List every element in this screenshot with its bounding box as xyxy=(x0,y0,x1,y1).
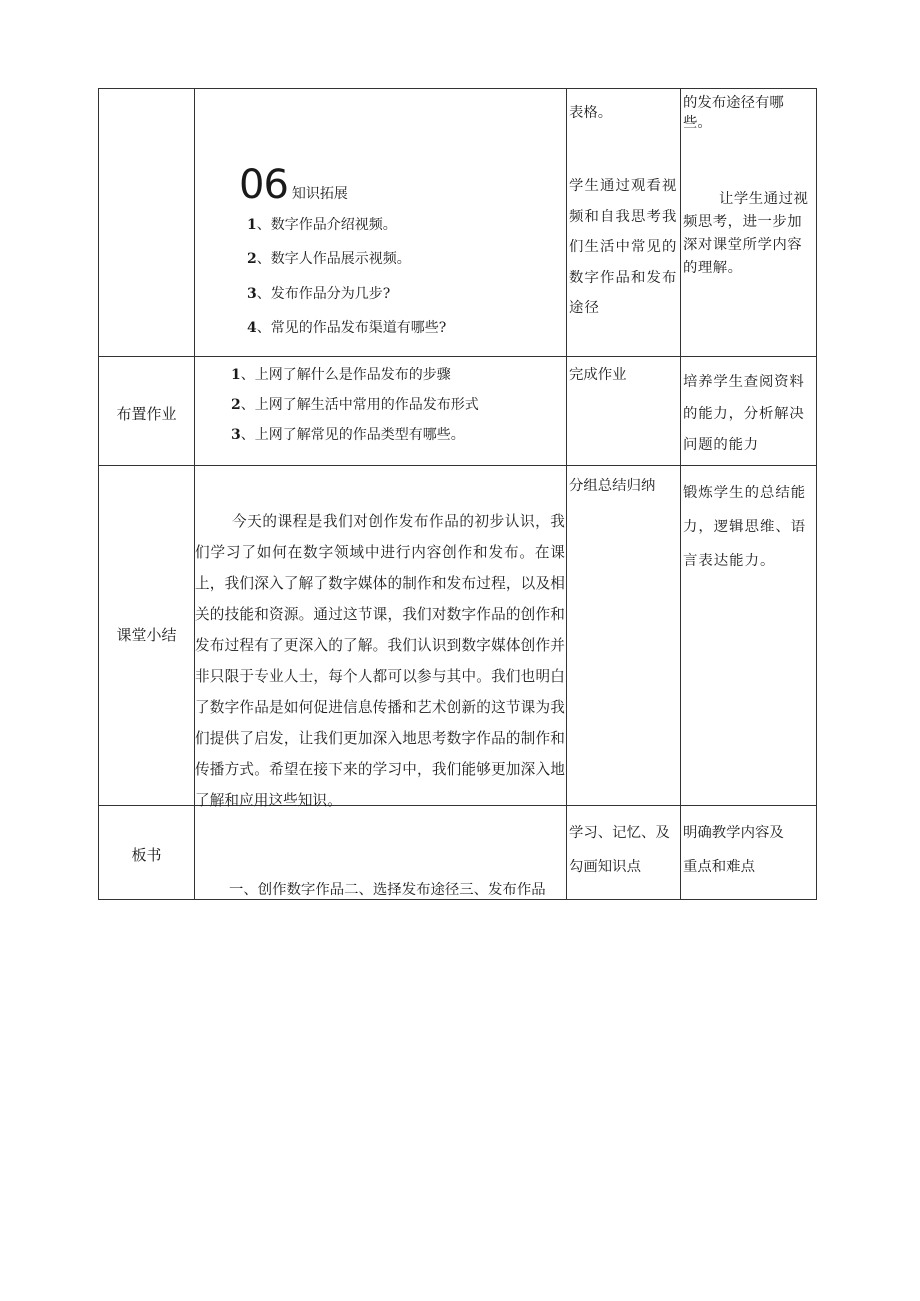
row-label-cell xyxy=(99,466,195,806)
student-activity-cell xyxy=(567,89,681,357)
purpose-cell xyxy=(681,466,817,806)
summary-paragraph: 今天的课程是我们对创作发布作品的初步认识，我们学习了如何在数字领域中进行内容创作和发布。在课上，我们深入了解了数字媒体的制作和发布过程，以及相关的技能和资源。通过这节课，我们对数字作品的创作和发布过程有了更深入的了解。我们认识到数字媒体创作并非只限于专业人士，每个人都可以参与其中。我们也明白了数字作品是如何促进信息传播和艺术创新的这节课为我们提供了启发，让我们更加深入地思考数字作品的制作和传播方式。希望在接下来的学习中，我们能够更加深入地了解和应用这些知识。 xyxy=(195,513,565,809)
row-label-cell xyxy=(99,89,195,357)
item-number: 2 xyxy=(231,397,241,413)
purpose-text: 让学生通过视频思考，进一步加深对课堂所学内容的理解。 xyxy=(683,191,809,276)
row-label: 课堂小结 xyxy=(116,626,177,644)
list-item xyxy=(231,427,465,444)
student-activity-cell xyxy=(567,806,681,900)
student-activity-text: 学生通过观看视频和自我思考我们生活中常见的数字作品和发布途径 xyxy=(569,178,678,316)
item-text: 、上网了解什么是作品发布的步骤 xyxy=(240,367,451,383)
purpose-text: 培养学生查阅资料的能力，分析解决问题的能力 xyxy=(683,374,805,453)
content-cell xyxy=(195,89,567,357)
student-top-text: 表格。 xyxy=(569,105,613,121)
student-activity-text: 学习、记忆、及勾画知识点 xyxy=(569,825,670,875)
content-cell xyxy=(195,466,567,809)
list-item xyxy=(231,397,479,414)
purpose-text: 锻炼学生的总结能力，逻辑思维、语言表达能力。 xyxy=(683,485,807,569)
item-text: 、数字人作品展示视频。 xyxy=(256,251,411,267)
section-heading xyxy=(239,162,348,208)
board-content: 一、创作数字作品二、选择发布途径三、发布作品 xyxy=(229,882,546,898)
item-number: 1 xyxy=(247,217,257,233)
table-row-expansion xyxy=(99,89,817,357)
purpose-text: 明确教学内容及重点和难点 xyxy=(683,825,784,875)
item-text: 、上网了解生活中常用的作品发布形式 xyxy=(240,397,479,413)
content-cell xyxy=(195,806,567,900)
row-label: 板书 xyxy=(131,846,162,864)
item-number: 2 xyxy=(247,251,257,267)
content-cell xyxy=(195,357,567,466)
item-number: 4 xyxy=(247,320,257,336)
lesson-plan-table xyxy=(98,88,817,900)
purpose-cell xyxy=(681,806,817,900)
row-label-cell xyxy=(99,357,195,466)
student-activity-text: 完成作业 xyxy=(569,367,627,383)
list-item xyxy=(231,367,451,384)
item-text: 、上网了解常见的作品类型有哪些。 xyxy=(240,427,465,443)
item-number: 1 xyxy=(231,367,241,383)
item-number: 3 xyxy=(247,286,257,302)
item-number: 3 xyxy=(231,427,241,443)
list-item xyxy=(247,320,446,337)
student-activity-cell xyxy=(567,466,681,806)
row-label-cell xyxy=(99,806,195,900)
list-item xyxy=(247,217,397,234)
section-title: 知识拓展 xyxy=(291,186,348,202)
purpose-cell xyxy=(681,357,817,466)
student-activity-text: 分组总结归纳 xyxy=(569,478,656,494)
item-text: 、发布作品分为几步? xyxy=(256,286,391,302)
table-row-board xyxy=(99,806,817,900)
row-label: 布置作业 xyxy=(116,405,177,423)
list-item xyxy=(247,251,411,268)
section-number: 06 xyxy=(239,162,288,208)
purpose-top-text: 的发布途径有哪些。 xyxy=(683,95,784,131)
table-row-homework xyxy=(99,357,817,466)
item-text: 、常见的作品发布渠道有哪些? xyxy=(256,320,447,336)
table-row-summary xyxy=(99,466,817,806)
item-text: 、数字作品介绍视频。 xyxy=(256,217,397,233)
list-item xyxy=(247,286,390,303)
purpose-cell xyxy=(681,89,817,357)
student-activity-cell xyxy=(567,357,681,466)
